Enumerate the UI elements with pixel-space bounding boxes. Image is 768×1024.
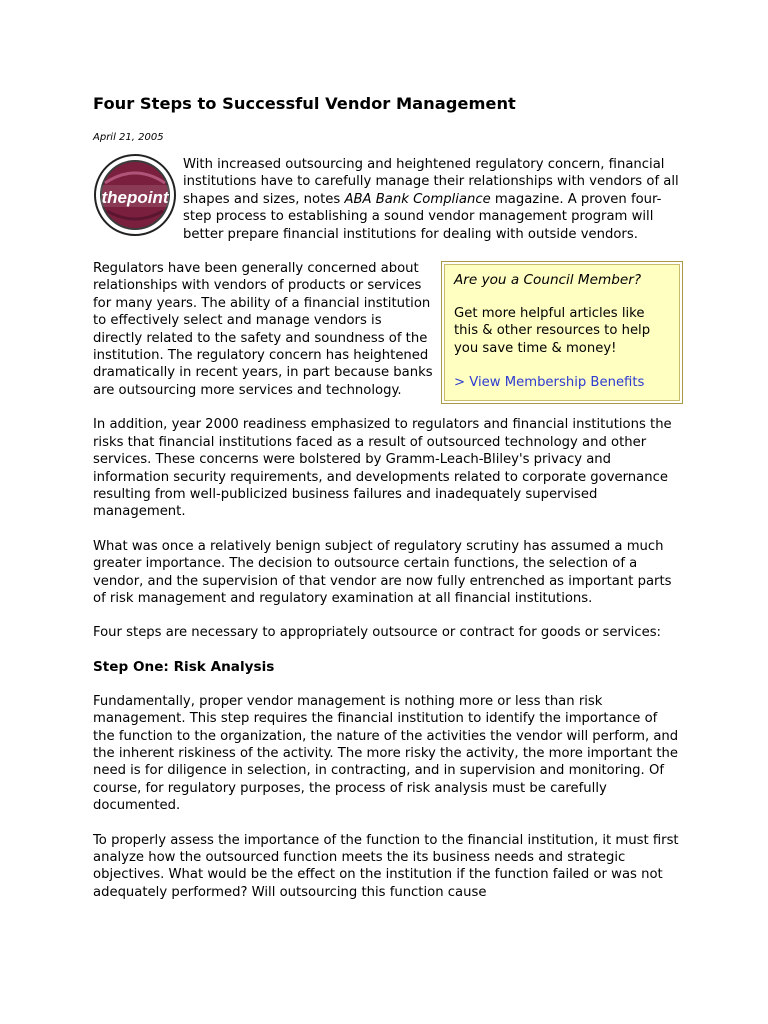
paragraph-y2k: In addition, year 2000 readiness emphasized to regulators and financial institutions the risks that financial institutions faced as a result of outsourced technology and other services. These concerns were bolstered by Gramm-Leach-Bliley's privacy and information security requirements, and developments related to corporate governance resulting from well-publicized business failures and inadequately supervised management. — [93, 417, 672, 520]
intro-text-end: magazine. A proven four-step process to establishing a sound vendor management program will better prepare financial institutions for dealing with outside vendors. — [183, 191, 662, 242]
callout-title: Are you a Council Member? — [454, 272, 642, 289]
paragraph-regulators: Regulators have been generally concerned about relationships with vendors of products or services for many years. The ability of a financial institution to effectively select and manage vendors is directly related to the safety and soundness of the institution. The regulatory concern has heightened dramatically in recent years, in part because banks are outsourcing more services and technology. — [93, 261, 433, 398]
article-date: April 21, 2005 — [93, 132, 164, 143]
council-member-callout — [441, 261, 683, 404]
intro-text-start: With increased outsourcing and heightened regulatory concern, financial institutions have to carefully manage their relationships with vendors of all shapes and sizes, notes — [183, 157, 679, 207]
paragraph-assess-importance: To properly assess the importance of the function to the financial institution, it must first analyze how the outsourced function meets the its business needs and strategic objectives. What would be the effect on the institution if the function failed or was not adequately performed? Will outsourcing this function cause — [93, 832, 679, 900]
the-point-logo-icon — [93, 153, 177, 237]
paragraph-importance: What was once a relatively benign subject of regulatory scrutiny has assumed a much greater importance. The decision to outsource certain functions, the selection of a vendor, and the supervision of that vendor are now fully entrenched as important parts of risk management and regulatory examination at all financial institutions. — [93, 538, 672, 606]
paragraph-risk-analysis: Fundamentally, proper vendor management is nothing more or less than risk management. This step requires the financial institution to identify the importance of the function to the organization, the nature of the activities the vendor will perform, and the inherent riskiness of the activity. The more risky the activity, the more important the need is for diligence in selection, in contracting, and in supervision and monitoring. Of course, for regulatory purposes, the process of risk analysis must be carefully documented. — [93, 693, 679, 814]
publication-name: ABA Bank Compliance — [344, 191, 491, 207]
view-membership-benefits-link[interactable]: > View Membership Benefits — [454, 375, 645, 391]
step-one-heading: Step One: Risk Analysis — [93, 658, 275, 675]
callout-panel — [444, 264, 680, 401]
logo-wordmark: thepoint — [101, 188, 169, 207]
callout-text: Get more helpful articles like this & other resources to help you save time & money! — [454, 306, 651, 356]
intro-paragraph — [93, 156, 683, 243]
article-title: Four Steps to Successful Vendor Management — [93, 94, 516, 113]
paragraph-four-steps: Four steps are necessary to appropriately outsource or contract for goods or services: — [93, 625, 662, 641]
article — [93, 93, 683, 918]
the-point-logo — [93, 153, 177, 237]
